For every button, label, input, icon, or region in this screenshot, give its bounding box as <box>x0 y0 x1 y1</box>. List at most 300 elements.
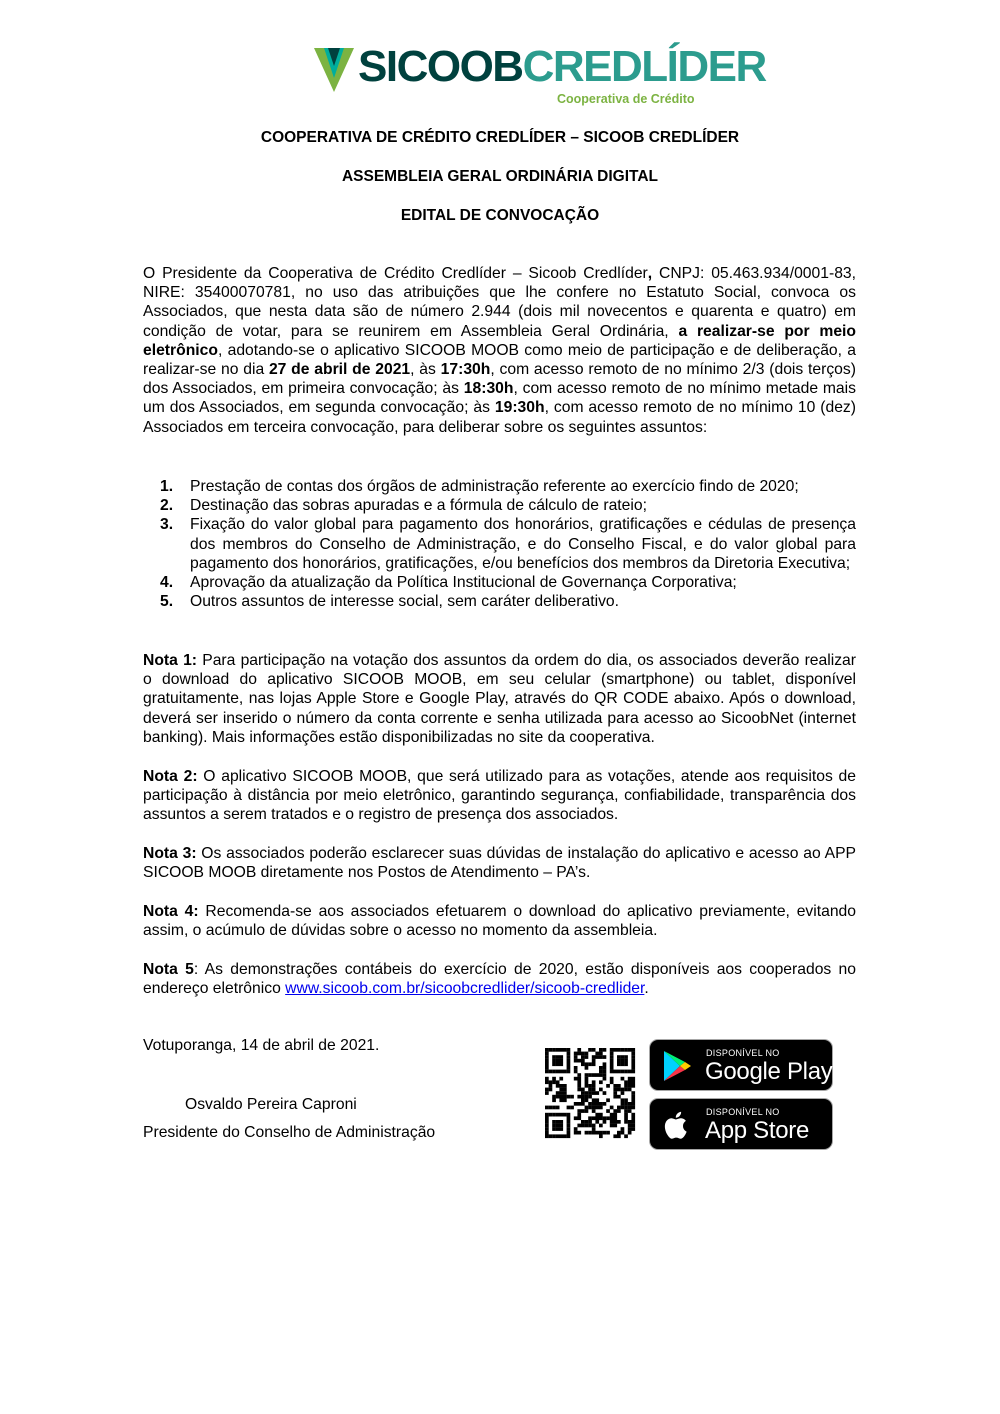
qr-module <box>592 1073 596 1077</box>
qr-module <box>613 1088 617 1092</box>
qr-module <box>545 1113 549 1117</box>
qr-module <box>631 1066 635 1070</box>
intro-text-3: , adotando-se o aplicativo SICOOB MOOB como meio de participação e de deliberação, a realizar-se no dia <box>143 341 856 379</box>
qr-module <box>631 1116 635 1120</box>
qr-module <box>567 1062 571 1066</box>
qr-module <box>552 1127 556 1131</box>
qr-module <box>585 1124 589 1128</box>
qr-module <box>549 1106 553 1110</box>
qr-module <box>631 1113 635 1117</box>
qr-module <box>603 1091 607 1095</box>
qr-module <box>595 1055 599 1059</box>
qr-module <box>613 1109 617 1113</box>
qr-module <box>621 1070 625 1074</box>
qr-module <box>624 1116 628 1120</box>
qr-module <box>592 1131 596 1135</box>
qr-module <box>617 1109 621 1113</box>
qr-module <box>563 1070 567 1074</box>
qr-module <box>574 1127 578 1131</box>
qr-module <box>588 1062 592 1066</box>
qr-module <box>599 1073 603 1077</box>
qr-module <box>567 1134 571 1138</box>
qr-module <box>567 1070 571 1074</box>
qr-module <box>545 1127 549 1131</box>
qr-module <box>613 1134 617 1138</box>
note-1 <box>143 651 856 747</box>
qr-module <box>563 1091 567 1095</box>
qr-module <box>621 1059 625 1063</box>
demonstracoes-link[interactable]: www.sicoob.com.br/sicoobcredlider/sicoob-credlider <box>285 980 645 998</box>
qr-module <box>599 1066 603 1070</box>
qr-module <box>545 1124 549 1128</box>
qr-module <box>631 1080 635 1084</box>
qr-module <box>552 1048 556 1052</box>
app-store-label: App Store <box>705 1117 810 1144</box>
qr-module <box>603 1055 607 1059</box>
qr-module <box>574 1077 578 1081</box>
qr-module <box>545 1088 549 1092</box>
qr-module <box>585 1080 589 1084</box>
qr-module <box>603 1070 607 1074</box>
qr-module <box>570 1106 574 1110</box>
qr-module <box>545 1070 549 1074</box>
heading-cooperative: COOPERATIVA DE CRÉDITO CREDLÍDER – SICOOB CREDLÍDER <box>260 129 740 146</box>
qr-module <box>592 1059 596 1063</box>
qr-module <box>595 1073 599 1077</box>
note-4 <box>143 902 856 940</box>
qr-module <box>581 1102 585 1106</box>
qr-module <box>610 1120 614 1124</box>
qr-module <box>592 1098 596 1102</box>
qr-module <box>595 1091 599 1095</box>
qr-module <box>599 1106 603 1110</box>
qr-module <box>556 1091 560 1095</box>
heading-assembly: ASSEMBLEIA GERAL ORDINÁRIA DIGITAL <box>341 168 659 185</box>
qr-module <box>581 1062 585 1066</box>
qr-module <box>574 1116 578 1120</box>
qr-module <box>559 1134 563 1138</box>
qr-module <box>631 1098 635 1102</box>
qr-module <box>567 1127 571 1131</box>
intro-text-2: CNPJ: 05.463.934/0001-83, NIRE: 35400070781, no uso das atribuições que lhe confere no Estatuto Social, convoca os Associados, que nesta data são de número 2.944 (dois mil novecentos e quarenta e quatro) em condição de votar, para se reunirem em Assembleia Geral Ordinária, <box>143 265 856 340</box>
qr-module <box>563 1088 567 1092</box>
qr-module <box>585 1073 589 1077</box>
list-item-number: 5. <box>160 593 174 611</box>
intro-bold-time-2: 18:30h <box>463 380 514 398</box>
qr-module <box>621 1088 625 1092</box>
qr-module <box>585 1052 589 1056</box>
list-item <box>143 496 856 515</box>
qr-module <box>628 1084 632 1088</box>
qr-module <box>610 1070 614 1074</box>
logo-brand-sicoob: SICOOB <box>358 42 523 91</box>
qr-module <box>577 1052 581 1056</box>
qr-module <box>567 1113 571 1117</box>
qr-module <box>628 1077 632 1081</box>
qr-module <box>599 1088 603 1092</box>
app-store-small-label: DISPONÍVEL NO <box>706 1107 780 1117</box>
qr-module <box>570 1095 574 1099</box>
qr-module <box>624 1134 628 1138</box>
qr-module <box>549 1070 553 1074</box>
qr-module <box>631 1091 635 1095</box>
qr-module <box>556 1134 560 1138</box>
qr-module <box>559 1091 563 1095</box>
qr-module <box>621 1127 625 1131</box>
qr-module <box>617 1134 621 1138</box>
qr-module <box>631 1127 635 1131</box>
qr-module <box>559 1059 563 1063</box>
qr-module <box>610 1059 614 1063</box>
qr-module <box>545 1077 549 1081</box>
qr-module <box>567 1131 571 1135</box>
qr-module <box>563 1095 567 1099</box>
qr-module <box>613 1048 617 1052</box>
qr-module <box>599 1070 603 1074</box>
qr-module <box>592 1091 596 1095</box>
qr-module <box>559 1070 563 1074</box>
qr-module <box>631 1055 635 1059</box>
qr-module <box>577 1059 581 1063</box>
qr-module <box>628 1102 632 1106</box>
qr-module <box>559 1055 563 1059</box>
qr-module <box>631 1106 635 1110</box>
apple-icon <box>662 1109 692 1141</box>
qr-module <box>552 1062 556 1066</box>
qr-module <box>567 1124 571 1128</box>
intro-text-6: , com acesso remoto de no mínimo metade mais um dos Associados, em segunda convocação; às <box>143 380 856 417</box>
qr-module <box>599 1055 603 1059</box>
qr-module <box>545 1062 549 1066</box>
list-item-text: Fixação do valor global para pagamento dos honorários, gratificações e cédulas de presença dos membros do Conselho de Administração, e do Conselho Fiscal, e do valor global para pagamento dos honorários, gratificações, e/ou benefícios dos membros da Diretoria Executiva; <box>190 516 856 572</box>
sicoob-credlider-logo <box>314 42 766 108</box>
qr-module <box>585 1091 589 1095</box>
qr-module <box>581 1059 585 1063</box>
qr-module <box>595 1098 599 1102</box>
qr-module <box>552 1098 556 1102</box>
qr-module <box>610 1124 614 1128</box>
qr-module <box>624 1059 628 1063</box>
qr-module <box>606 1116 610 1120</box>
qr-module <box>559 1048 563 1052</box>
qr-module <box>559 1113 563 1117</box>
qr-module <box>585 1098 589 1102</box>
qr-module <box>610 1106 614 1110</box>
app-store-badge[interactable] <box>649 1098 833 1150</box>
qr-module <box>556 1059 560 1063</box>
qr-module <box>613 1095 617 1099</box>
qr-module <box>624 1098 628 1102</box>
qr-module <box>624 1062 628 1066</box>
qr-module <box>624 1102 628 1106</box>
qr-module <box>577 1077 581 1081</box>
qr-module <box>559 1084 563 1088</box>
list-item <box>143 573 856 592</box>
qr-module <box>588 1088 592 1092</box>
list-item-text: Prestação de contas dos órgãos de administração referente ao exercício findo de 2020; <box>190 478 799 495</box>
qr-module <box>606 1084 610 1088</box>
qr-module <box>603 1062 607 1066</box>
qr-module <box>549 1048 553 1052</box>
qr-module <box>588 1084 592 1088</box>
qr-module <box>563 1113 567 1117</box>
qr-module <box>549 1113 553 1117</box>
qr-module <box>592 1109 596 1113</box>
qr-module <box>628 1109 632 1113</box>
qr-module <box>556 1062 560 1066</box>
qr-module <box>556 1084 560 1088</box>
qr-module <box>585 1055 589 1059</box>
heading-edital: EDITAL DE CONVOCAÇÃO <box>400 207 600 224</box>
qr-module <box>588 1091 592 1095</box>
qr-module <box>621 1062 625 1066</box>
qr-module <box>559 1095 563 1099</box>
qr-module <box>621 1091 625 1095</box>
qr-module <box>599 1134 603 1138</box>
list-item-number: 2. <box>160 497 174 515</box>
intro-bold-electronic: a realizar-se por meio eletrônico <box>143 322 856 359</box>
qr-module <box>581 1124 585 1128</box>
qr-module <box>577 1109 581 1113</box>
qr-module <box>624 1106 628 1110</box>
intro-text-7: , com acesso remoto de no mínimo 10 (dez) Associados em terceira convocação, para deliberar sobre os seguintes assuntos: <box>143 399 856 436</box>
qr-module <box>556 1048 560 1052</box>
qr-module <box>545 1091 549 1095</box>
qr-module <box>631 1095 635 1099</box>
qr-module <box>552 1124 556 1128</box>
qr-module <box>628 1088 632 1092</box>
qr-module <box>577 1102 581 1106</box>
intro-text-5: , com acesso remoto de no mínimo 2/3 (dois terços) dos Associados, em primeira convocação; às <box>143 361 856 398</box>
qr-module <box>585 1106 589 1110</box>
qr-module <box>592 1102 596 1106</box>
qr-module <box>595 1116 599 1120</box>
qr-module <box>595 1131 599 1135</box>
qr-module <box>603 1077 607 1081</box>
note-5-text: : As demonstrações contábeis do exercício de 2020, estão disponíveis aos cooperados no endereço eletrônico <box>143 961 856 998</box>
qr-module <box>574 1055 578 1059</box>
qr-module <box>556 1127 560 1131</box>
qr-module <box>574 1066 578 1070</box>
qr-module <box>592 1106 596 1110</box>
qr-module <box>628 1131 632 1135</box>
qr-module <box>577 1048 581 1052</box>
google-play-label: Google Play <box>705 1058 833 1085</box>
list-item-number: 1. <box>160 478 174 495</box>
qr-module <box>545 1131 549 1135</box>
qr-module <box>585 1095 589 1099</box>
qr-module <box>621 1131 625 1135</box>
qr-module <box>599 1048 603 1052</box>
qr-module <box>624 1084 628 1088</box>
qr-module <box>603 1120 607 1124</box>
qr-module <box>559 1124 563 1128</box>
qr-module <box>592 1088 596 1092</box>
qr-module <box>617 1088 621 1092</box>
qr-module <box>599 1116 603 1120</box>
qr-module <box>563 1098 567 1102</box>
qr-module <box>617 1131 621 1135</box>
qr-module <box>581 1098 585 1102</box>
qr-module <box>556 1070 560 1074</box>
list-item-text: Destinação das sobras apuradas e a fórmula de cálculo de rateio; <box>190 497 647 515</box>
qr-module <box>603 1073 607 1077</box>
qr-module <box>556 1113 560 1117</box>
qr-module <box>556 1095 560 1099</box>
qr-module <box>552 1055 556 1059</box>
logo-wordmark <box>358 42 766 92</box>
qr-module <box>574 1131 578 1135</box>
agenda-list <box>143 477 856 611</box>
qr-module <box>599 1080 603 1084</box>
qr-module <box>603 1102 607 1106</box>
qr-module <box>556 1124 560 1128</box>
intro-comma: , <box>647 265 653 282</box>
qr-module <box>595 1106 599 1110</box>
qr-module <box>556 1106 560 1110</box>
qr-module <box>552 1095 556 1099</box>
qr-module <box>621 1077 625 1081</box>
qr-module <box>624 1070 628 1074</box>
qr-module <box>610 1062 614 1066</box>
qr-module <box>613 1091 617 1095</box>
note-3-text: Os associados poderão esclarecer suas dúvidas de instalação do aplicativo e acesso ao APP SICOOB MOOB diretamente nos Postos de Atendimento – PA’s. <box>143 845 856 882</box>
qr-module <box>545 1055 549 1059</box>
note-4-label: Nota 4: <box>143 903 199 920</box>
qr-module <box>613 1084 617 1088</box>
qr-module <box>556 1120 560 1124</box>
qr-module <box>624 1080 628 1084</box>
logo-tagline: Cooperativa de Crédito <box>557 92 695 106</box>
qr-module <box>588 1095 592 1099</box>
qr-module <box>545 1052 549 1056</box>
qr-module <box>610 1048 614 1052</box>
qr-module <box>549 1084 553 1088</box>
qr-module <box>631 1062 635 1066</box>
qr-module <box>599 1052 603 1056</box>
qr-module <box>556 1055 560 1059</box>
qr-module <box>592 1048 596 1052</box>
qr-module <box>577 1124 581 1128</box>
qr-module <box>581 1091 585 1095</box>
qr-module <box>559 1088 563 1092</box>
qr-module <box>592 1124 596 1128</box>
qr-module <box>628 1106 632 1110</box>
intro-bold-time-1: 17:30h <box>440 361 491 379</box>
qr-module <box>585 1084 589 1088</box>
qr-module <box>631 1124 635 1128</box>
qr-module <box>574 1059 578 1063</box>
list-item <box>143 592 856 611</box>
qr-module <box>610 1080 614 1084</box>
qr-module <box>599 1102 603 1106</box>
signatory-name: Osvaldo Pereira Caproni <box>185 1096 357 1113</box>
qr-module <box>624 1048 628 1052</box>
note-1-text: Para participação na votação dos assuntos da ordem do dia, os associados deverão realizar o download do aplicativo SICOOB MOOB, em seu celular (smartphone) ou tablet, disponível gratuitamente, nas lojas Apple Store e Google Play, através do QR CODE abaixo. Após o download, deverá ser inserido o número da conta corrente e senha utilizada para acesso ao SicoobNet (internet banking). Mais informações estão disponibilizadas no site da cooperativa. <box>143 652 857 746</box>
qr-module <box>559 1120 563 1124</box>
qr-module <box>631 1102 635 1106</box>
qr-module <box>621 1102 625 1106</box>
qr-module <box>595 1052 599 1056</box>
qr-module <box>549 1134 553 1138</box>
qr-module <box>577 1073 581 1077</box>
qr-module <box>631 1048 635 1052</box>
note-1-label: Nota 1: <box>143 652 198 669</box>
qr-module <box>610 1066 614 1070</box>
qr-module <box>621 1106 625 1110</box>
qr-module <box>545 1106 549 1110</box>
qr-module <box>552 1113 556 1117</box>
qr-module <box>545 1080 549 1084</box>
qr-module <box>617 1095 621 1099</box>
qr-module <box>567 1120 571 1124</box>
note-5-end: . <box>644 980 649 998</box>
qr-module <box>628 1124 632 1128</box>
intro-text-1: O Presidente da Cooperativa de Crédito Credlíder – Sicoob Credlíder <box>143 265 648 282</box>
qr-module <box>606 1131 610 1135</box>
google-play-badge[interactable] <box>649 1039 833 1091</box>
qr-module <box>577 1080 581 1084</box>
qr-module <box>631 1052 635 1056</box>
qr-module <box>588 1102 592 1106</box>
qr-module <box>567 1106 571 1110</box>
sicoob-logo-icon <box>314 48 354 94</box>
qr-module <box>585 1120 589 1124</box>
qr-code-icon[interactable] <box>540 1039 640 1147</box>
qr-module <box>617 1048 621 1052</box>
qr-module <box>617 1059 621 1063</box>
list-item <box>143 477 856 496</box>
qr-module <box>592 1127 596 1131</box>
qr-module <box>599 1131 603 1135</box>
qr-module <box>545 1120 549 1124</box>
qr-module <box>552 1106 556 1110</box>
qr-module <box>545 1066 549 1070</box>
qr-module <box>559 1062 563 1066</box>
qr-module <box>610 1077 614 1081</box>
qr-module <box>624 1055 628 1059</box>
qr-module <box>628 1127 632 1131</box>
qr-module <box>577 1131 581 1135</box>
qr-module <box>628 1120 632 1124</box>
qr-module <box>552 1077 556 1081</box>
qr-module <box>631 1059 635 1063</box>
qr-module <box>631 1120 635 1124</box>
qr-module <box>617 1070 621 1074</box>
qr-module <box>545 1048 549 1052</box>
qr-module <box>624 1120 628 1124</box>
qr-module <box>585 1062 589 1066</box>
qr-module <box>617 1120 621 1124</box>
intro-bold-time-3: 19:30h <box>494 399 545 417</box>
qr-module <box>567 1052 571 1056</box>
qr-module <box>610 1116 614 1120</box>
intro-text-4: , às <box>410 361 441 379</box>
qr-module <box>624 1113 628 1117</box>
qr-module <box>621 1048 625 1052</box>
qr-module <box>617 1106 621 1110</box>
qr-module <box>585 1131 589 1135</box>
qr-module <box>585 1066 589 1070</box>
qr-module <box>581 1088 585 1092</box>
signatory-role: Presidente do Conselho de Administração <box>143 1124 436 1141</box>
qr-module <box>559 1098 563 1102</box>
qr-module <box>595 1102 599 1106</box>
qr-module <box>563 1134 567 1138</box>
qr-module <box>610 1055 614 1059</box>
qr-module <box>559 1127 563 1131</box>
note-2-text: O aplicativo SICOOB MOOB, que será utilizado para as votações, atende aos requisitos de participação à distância por meio eletrônico, garantindo segurança, confiabilidade, transparência dos assuntos a serem tratados e o registro de presença dos associados. <box>143 768 856 824</box>
